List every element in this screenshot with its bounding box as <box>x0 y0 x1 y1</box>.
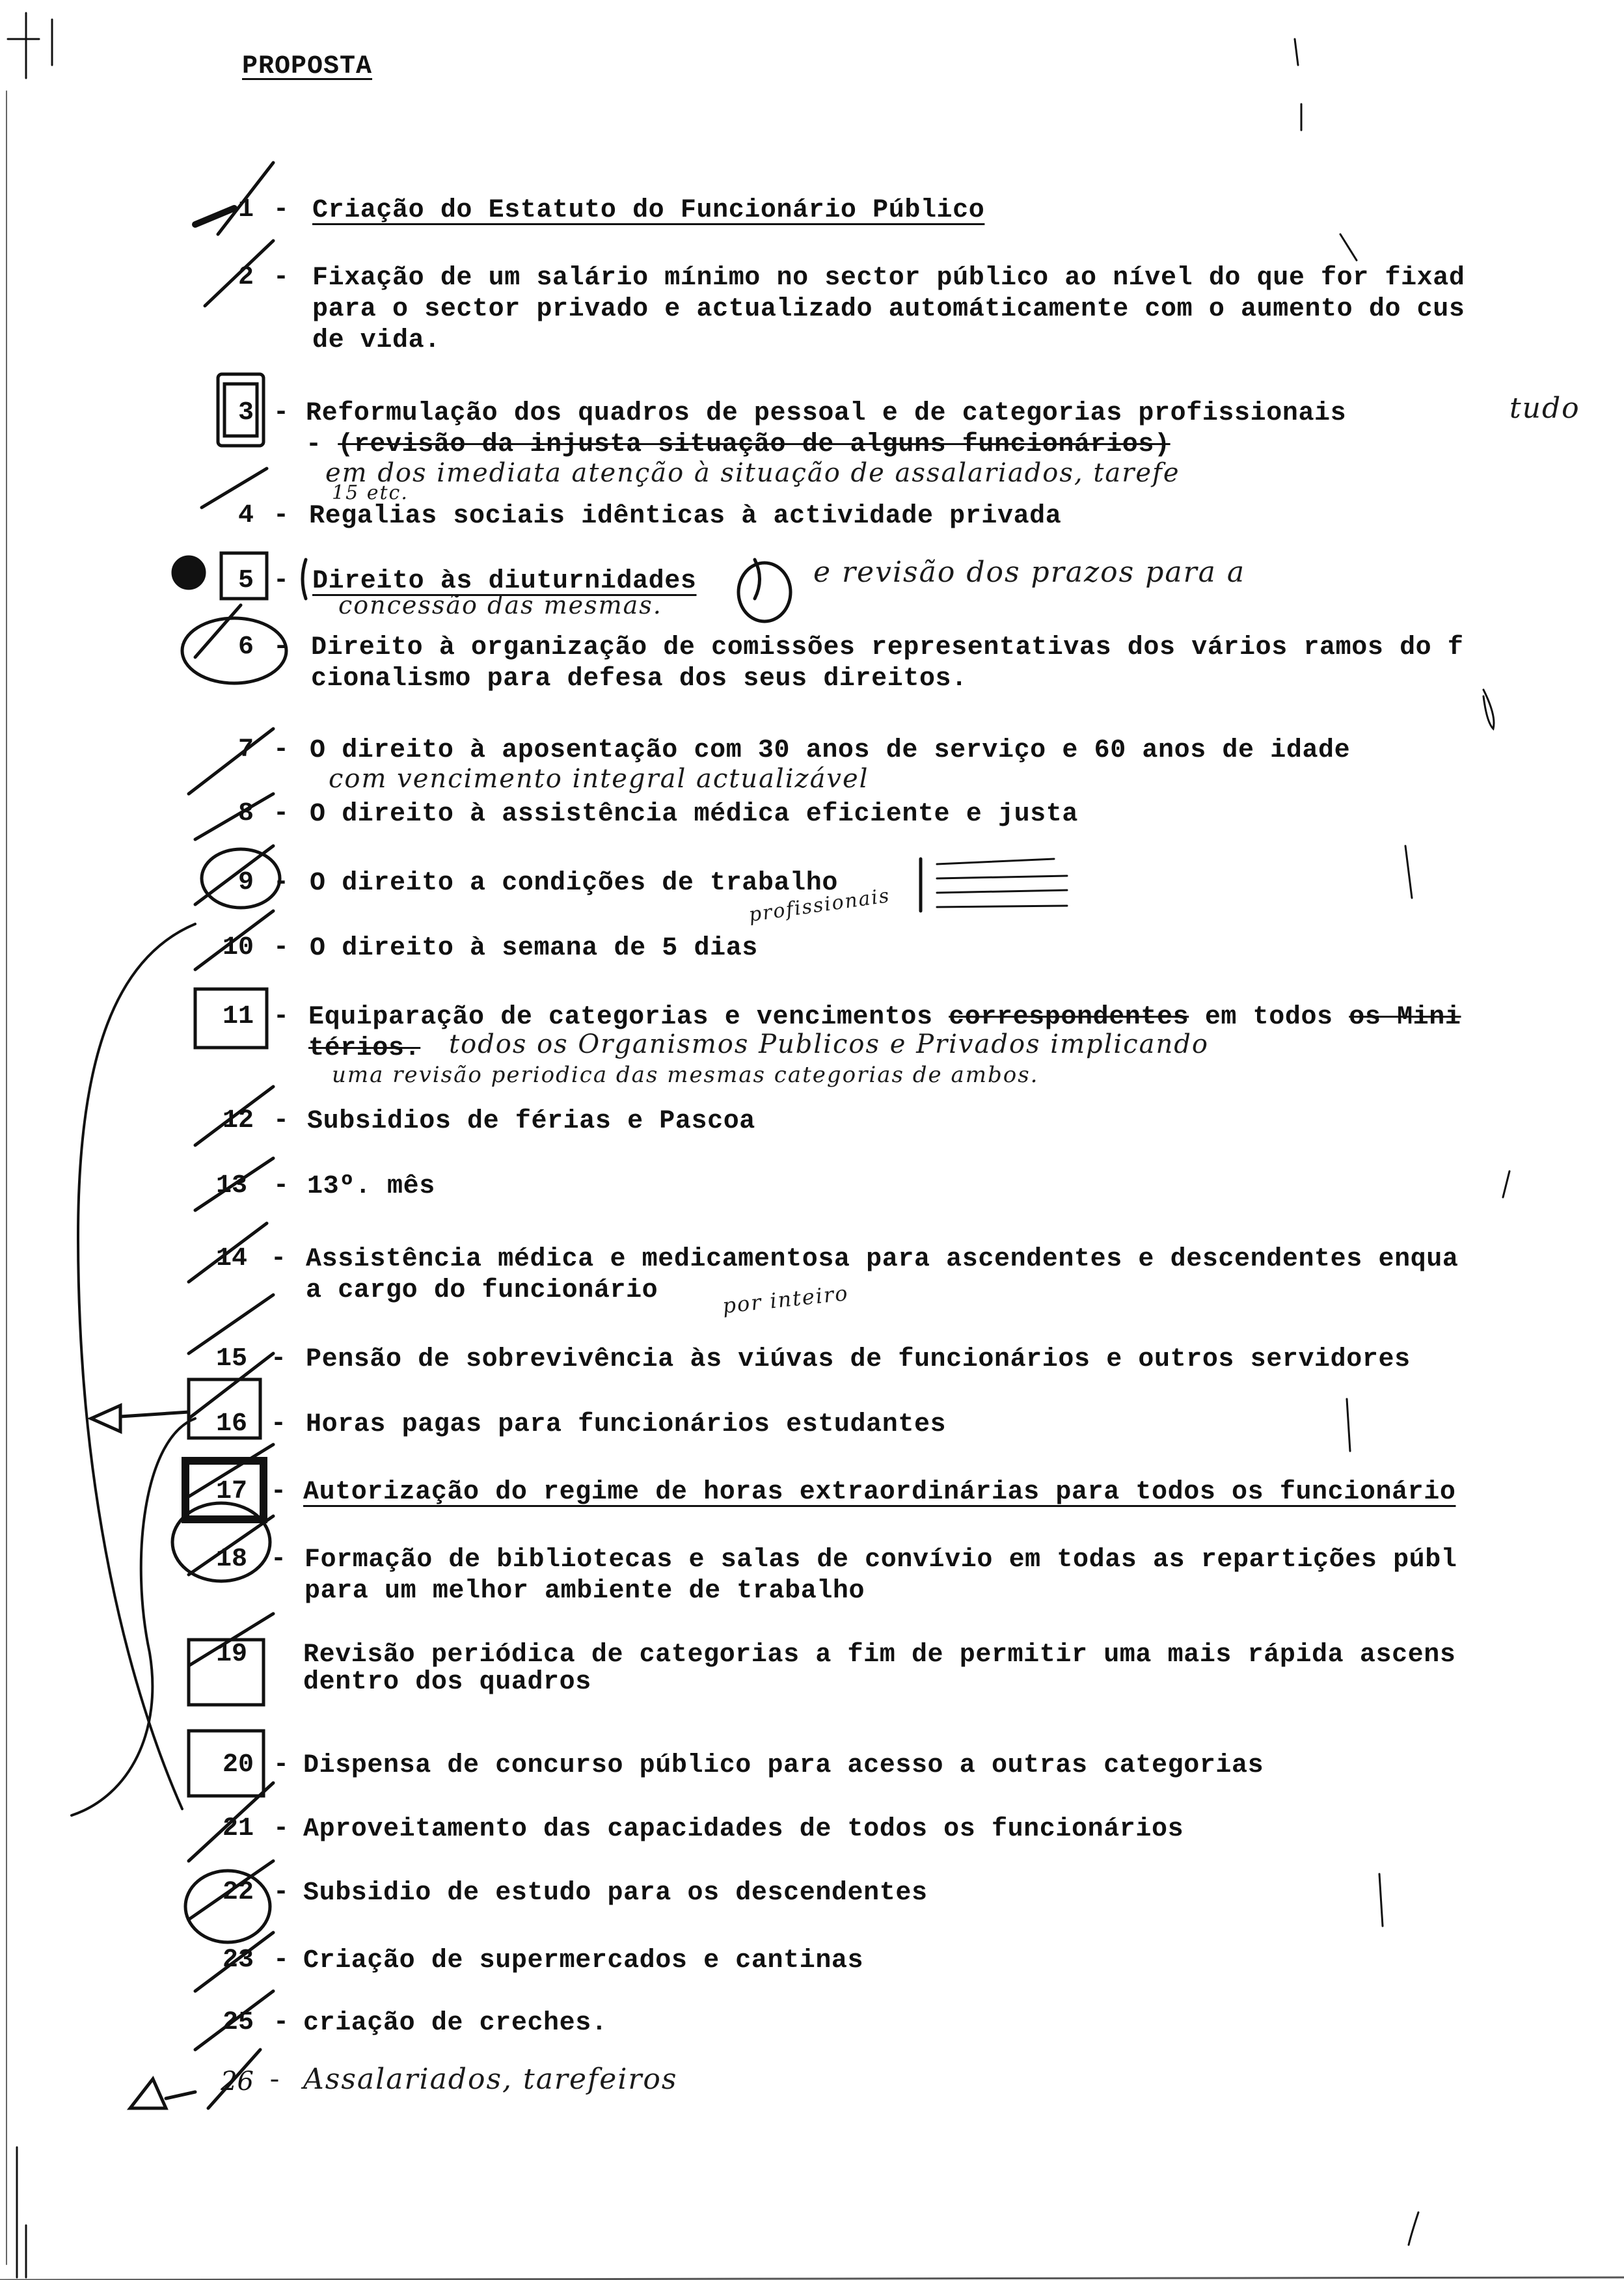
item-text: O direito à aposentação com 30 anos de serviço e 60 anos de idade <box>310 736 1351 765</box>
item-text: Equiparação de categorias e vencimentos <box>308 1003 949 1032</box>
item-number: 19 <box>215 1640 247 1669</box>
item-text-line: Assistência médica e medicamentosa para ascendentes e descendentes enqua <box>306 1245 1459 1274</box>
item-dash: - <box>273 1946 290 1975</box>
item-text-line <box>308 1002 1461 1033</box>
item-text: em todos <box>1189 1003 1349 1032</box>
item-text: Aproveitamento das capacidades de todos os funcionários <box>303 1815 1184 1844</box>
item-number: 17 <box>215 1477 247 1506</box>
item-text-line: para um melhor ambiente de trabalho <box>304 1577 865 1606</box>
item-number: 18 <box>215 1545 247 1574</box>
item-number: 3 <box>237 398 254 428</box>
item-dash: - <box>273 398 290 428</box>
item-number: 14 <box>215 1244 247 1273</box>
item-text-line: Revisão periódica de categorias a fim de permitir uma mais rápida ascens <box>303 1640 1456 1670</box>
item-text: O direito a condições de trabalho <box>310 869 838 898</box>
struck-text: (revisão da injusta situação de alguns funcionários) <box>338 430 1171 459</box>
item-dash: - <box>273 501 290 530</box>
item-text-line: dentro dos quadros <box>303 1668 591 1697</box>
item-dash: - <box>273 1171 290 1201</box>
item-number: 23 <box>222 1946 254 1975</box>
handwritten-note: Assalariados, tarefeiros <box>303 2063 678 2096</box>
item-dash: - <box>271 1344 287 1374</box>
item-number: 4 <box>237 501 254 530</box>
item-number: 16 <box>215 1409 247 1439</box>
item-number: 22 <box>222 1878 254 1907</box>
item-number: 21 <box>222 1814 254 1843</box>
item-number: 13 <box>215 1171 247 1201</box>
item-dash: - <box>273 1106 290 1135</box>
item-dash: - <box>273 566 290 595</box>
item-text-line: cionalismo para defesa dos seus direitos. <box>311 664 968 694</box>
item-text: criação de creches. <box>303 2009 608 2038</box>
item-text-line <box>308 1033 420 1065</box>
item-dash: - <box>267 2067 283 2096</box>
item-dash: - <box>271 1409 287 1439</box>
handwritten-note: em dos imediata atenção à situação de assalariados, tarefe <box>325 458 1180 488</box>
item-number: 5 <box>237 566 254 595</box>
item-text: Subsidio de estudo para os descendentes <box>303 1879 928 1908</box>
item-text: Horas pagas para funcionários estudantes <box>306 1410 947 1439</box>
item-number: 6 <box>237 632 254 662</box>
struck-text: os Mini <box>1349 1003 1461 1032</box>
item-text-line <box>306 429 1171 461</box>
item-dash: - <box>273 2008 290 2037</box>
item-dash: - <box>273 1002 290 1031</box>
item-dash: - <box>273 868 290 897</box>
item-number: 15 <box>215 1344 247 1374</box>
item-dash: - <box>271 1477 287 1506</box>
item-text: O direito à assistência médica eficiente e justa <box>310 800 1078 829</box>
item-dash: - <box>273 1814 290 1843</box>
item-text: Dispensa de concurso público para acesso a outras categorias <box>303 1751 1264 1780</box>
item-number: 12 <box>222 1106 254 1135</box>
struck-text: térios. <box>308 1034 421 1063</box>
handwritten-note: concessão das mesmas. <box>338 591 662 619</box>
item-text-line: Direito à organização de comissões representativas dos vários ramos do f <box>311 633 1464 662</box>
item-dash: - <box>273 632 290 662</box>
item-text: Autorização do regime de horas extraordinárias para todos os funcionário <box>303 1478 1456 1507</box>
handwritten-note: por inteiro <box>721 1280 850 1319</box>
item-number: 9 <box>237 868 254 897</box>
handwritten-note: tudo <box>1509 392 1580 425</box>
item-dash: - <box>271 1545 287 1574</box>
handwritten-note: todos os Organismos Publicos e Privados implicando <box>449 1029 1209 1059</box>
item-text-line: de vida. <box>312 326 440 355</box>
handwritten-note: e revisão dos prazos para a <box>813 556 1246 589</box>
item-dash: - <box>273 1750 290 1780</box>
item-text: Subsidios de férias e Pascoa <box>307 1107 755 1136</box>
item-text: Direito às diuturnidades <box>312 567 697 596</box>
page-title: PROPOSTA <box>242 52 373 81</box>
item-dash: - <box>273 735 290 765</box>
handwritten-note: uma revisão periodica das mesmas categorias de ambos. <box>332 1062 1039 1088</box>
item-dash: - <box>271 1244 287 1273</box>
handwritten-note: 15 etc. <box>332 482 409 504</box>
item-number: 20 <box>222 1750 254 1780</box>
item-number: 25 <box>222 2008 254 2037</box>
item-text: O direito à semana de 5 dias <box>310 934 758 963</box>
item-text: Regalias sociais idênticas à actividade privada <box>309 502 1062 531</box>
item-text-line: Reformulação dos quadros de pessoal e de categorias profissionais <box>306 399 1347 428</box>
item-dash: - <box>273 799 290 828</box>
item-text-line: para o sector privado e actualizado automáticamente com o aumento do cus <box>312 295 1465 324</box>
item-prefix: - <box>306 430 338 459</box>
item-number: 2 <box>237 263 254 292</box>
item-number: 26 <box>221 2067 254 2097</box>
item-dash: - <box>273 1878 290 1907</box>
item-number: 7 <box>237 735 254 765</box>
item-text-line: Formação de bibliotecas e salas de convívio em todas as repartições públ <box>304 1545 1457 1575</box>
item-number: 1 <box>237 195 254 224</box>
handwritten-note: com vencimento integral actualizável <box>329 764 869 794</box>
handwritten-note: profissionais <box>747 884 892 927</box>
item-number: 10 <box>222 933 254 962</box>
item-text-line: a cargo do funcionário <box>306 1276 658 1305</box>
struck-text: correspondentes <box>949 1003 1189 1032</box>
item-text-line: Fixação de um salário mínimo no sector público ao nível do que for fixad <box>312 264 1465 293</box>
item-text: Criação do Estatuto do Funcionário Público <box>312 196 985 225</box>
item-dash: - <box>273 263 290 292</box>
item-text: Criação de supermercados e cantinas <box>303 1946 864 1975</box>
item-text: Pensão de sobrevivência às viúvas de funcionários e outros servidores <box>306 1345 1411 1374</box>
item-dash: - <box>273 195 290 224</box>
item-number: 11 <box>222 1002 254 1031</box>
item-number: 8 <box>237 799 254 828</box>
item-dash: - <box>273 933 290 962</box>
item-text: 13º. mês <box>307 1172 435 1201</box>
